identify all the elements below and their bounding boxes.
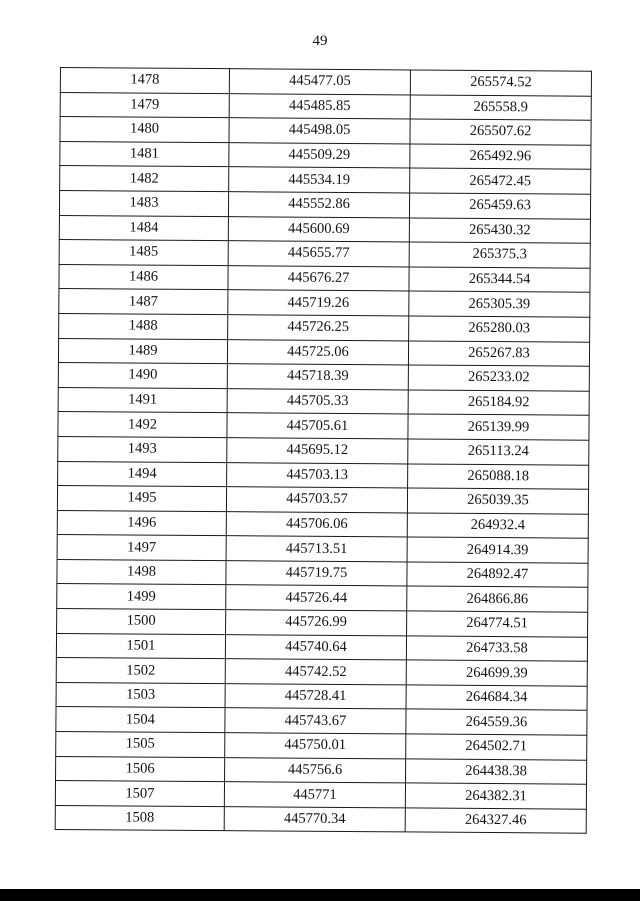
y-coordinate-cell: 265430.32: [409, 218, 590, 244]
y-coordinate-cell: 265492.96: [410, 144, 591, 170]
point-number-cell: 1483: [59, 190, 228, 216]
scan-bottom-edge: [0, 889, 640, 901]
point-number-cell: 1495: [57, 486, 226, 512]
point-number-cell: 1479: [60, 92, 229, 118]
table-row: [60, 141, 591, 169]
y-coordinate-cell: 265574.52: [410, 70, 591, 96]
y-coordinate-cell: 265472.45: [410, 168, 591, 194]
point-number-cell: 1497: [57, 535, 226, 561]
x-coordinate-cell: 445705.33: [227, 388, 408, 414]
x-coordinate-cell: 445485.85: [229, 93, 410, 119]
x-coordinate-cell: 445719.26: [228, 290, 409, 316]
y-coordinate-cell: 264866.86: [407, 586, 588, 612]
y-coordinate-cell: 264559.36: [406, 709, 587, 735]
table-row: [56, 707, 587, 735]
table-row: [57, 559, 588, 587]
table-row: [60, 68, 591, 96]
table-row: [55, 781, 586, 809]
table-row: [56, 633, 587, 661]
table-row: [57, 486, 588, 514]
point-number-cell: 1482: [60, 166, 229, 192]
table-row: [58, 412, 589, 440]
y-coordinate-cell: 265088.18: [408, 463, 589, 489]
table-row: [56, 658, 587, 686]
y-coordinate-cell: 264774.51: [407, 611, 588, 637]
x-coordinate-cell: 445703.57: [226, 487, 407, 513]
table-row: [59, 313, 590, 341]
y-coordinate-cell: 265233.02: [408, 365, 589, 391]
point-number-cell: 1480: [60, 117, 229, 143]
x-coordinate-cell: 445719.75: [226, 561, 407, 587]
table-row: [57, 609, 588, 637]
point-number-cell: 1508: [55, 805, 224, 831]
y-coordinate-cell: 264327.46: [405, 808, 586, 834]
table-row: [55, 805, 586, 833]
point-number-cell: 1481: [60, 141, 229, 167]
y-coordinate-cell: 265039.35: [407, 488, 588, 514]
x-coordinate-cell: 445498.05: [229, 118, 410, 144]
point-number-cell: 1499: [57, 584, 226, 610]
table-row: [56, 756, 587, 784]
x-coordinate-cell: 445750.01: [225, 733, 406, 759]
x-coordinate-cell: 445703.13: [227, 462, 408, 488]
point-number-cell: 1486: [59, 264, 228, 290]
x-coordinate-cell: 445726.25: [228, 315, 409, 341]
table-row: [56, 732, 587, 760]
table-row: [58, 363, 589, 391]
point-number-cell: 1503: [56, 682, 225, 708]
x-coordinate-cell: 445695.12: [227, 438, 408, 464]
y-coordinate-cell: 264438.38: [406, 759, 587, 785]
point-number-cell: 1490: [58, 363, 227, 389]
table-row: [58, 461, 589, 489]
x-coordinate-cell: 445771: [224, 782, 405, 808]
x-coordinate-cell: 445740.64: [225, 634, 406, 660]
y-coordinate-cell: 264684.34: [406, 685, 587, 711]
x-coordinate-cell: 445726.44: [226, 585, 407, 611]
y-coordinate-cell: 264382.31: [405, 783, 586, 809]
x-coordinate-cell: 445706.06: [226, 511, 407, 537]
point-number-cell: 1504: [56, 707, 225, 733]
y-coordinate-cell: 265139.99: [408, 414, 589, 440]
y-coordinate-cell: 264892.47: [407, 562, 588, 588]
x-coordinate-cell: 445600.69: [228, 216, 409, 242]
x-coordinate-cell: 445770.34: [224, 806, 405, 832]
table-row: [60, 117, 591, 145]
x-coordinate-cell: 445728.41: [225, 684, 406, 710]
point-number-cell: 1502: [56, 658, 225, 684]
x-coordinate-cell: 445726.99: [226, 610, 407, 636]
point-number-cell: 1498: [57, 559, 226, 585]
table-row: [57, 535, 588, 563]
y-coordinate-cell: 265305.39: [409, 291, 590, 317]
x-coordinate-cell: 445552.86: [228, 192, 409, 218]
y-coordinate-cell: 265113.24: [408, 439, 589, 465]
table-row: [59, 190, 590, 218]
table-row: [59, 215, 590, 243]
x-coordinate-cell: 445742.52: [225, 659, 406, 685]
point-number-cell: 1506: [56, 756, 225, 782]
point-number-cell: 1492: [58, 412, 227, 438]
x-coordinate-cell: 445713.51: [226, 536, 407, 562]
page-number: 49: [312, 33, 328, 49]
point-number-cell: 1478: [60, 68, 229, 94]
y-coordinate-cell: 265558.9: [410, 95, 591, 121]
point-number-cell: 1489: [58, 338, 227, 364]
table-row: [58, 338, 589, 366]
point-number-cell: 1500: [57, 609, 226, 635]
x-coordinate-cell: 445756.6: [225, 757, 406, 783]
point-number-cell: 1505: [56, 732, 225, 758]
table-row: [60, 166, 591, 194]
table-row: [57, 510, 588, 538]
table-row: [60, 92, 591, 120]
point-number-cell: 1488: [59, 313, 228, 339]
x-coordinate-cell: 445676.27: [228, 265, 409, 291]
point-number-cell: 1491: [58, 387, 227, 413]
y-coordinate-cell: 264733.58: [406, 636, 587, 662]
y-coordinate-cell: 264914.39: [407, 537, 588, 563]
table-row: [59, 289, 590, 317]
y-coordinate-cell: 264932.4: [407, 513, 588, 539]
y-coordinate-cell: 265375.3: [409, 242, 590, 268]
table-row: [56, 682, 587, 710]
point-number-cell: 1485: [59, 240, 228, 266]
point-number-cell: 1487: [59, 289, 228, 315]
table-row: [58, 436, 589, 464]
table-row: [59, 240, 590, 268]
coordinates-table-body: [55, 68, 591, 834]
x-coordinate-cell: 445743.67: [225, 708, 406, 734]
point-number-cell: 1501: [56, 633, 225, 659]
y-coordinate-cell: 265267.83: [408, 340, 589, 366]
y-coordinate-cell: 265280.03: [409, 316, 590, 342]
x-coordinate-cell: 445534.19: [229, 167, 410, 193]
point-number-cell: 1484: [59, 215, 228, 241]
table-row: [57, 584, 588, 612]
x-coordinate-cell: 445477.05: [229, 69, 410, 95]
x-coordinate-cell: 445725.06: [227, 339, 408, 365]
y-coordinate-cell: 265184.92: [408, 390, 589, 416]
y-coordinate-cell: 265507.62: [410, 119, 591, 145]
x-coordinate-cell: 445509.29: [229, 142, 410, 168]
point-number-cell: 1494: [58, 461, 227, 487]
x-coordinate-cell: 445655.77: [228, 241, 409, 267]
y-coordinate-cell: 264502.71: [406, 734, 587, 760]
point-number-cell: 1493: [58, 436, 227, 462]
point-number-cell: 1507: [55, 781, 224, 807]
coordinates-table: [55, 67, 592, 834]
point-number-cell: 1496: [57, 510, 226, 536]
table-row: [58, 387, 589, 415]
x-coordinate-cell: 445705.61: [227, 413, 408, 439]
y-coordinate-cell: 264699.39: [406, 660, 587, 686]
table-row: [59, 264, 590, 292]
y-coordinate-cell: 265459.63: [409, 193, 590, 219]
y-coordinate-cell: 265344.54: [409, 267, 590, 293]
x-coordinate-cell: 445718.39: [227, 364, 408, 390]
